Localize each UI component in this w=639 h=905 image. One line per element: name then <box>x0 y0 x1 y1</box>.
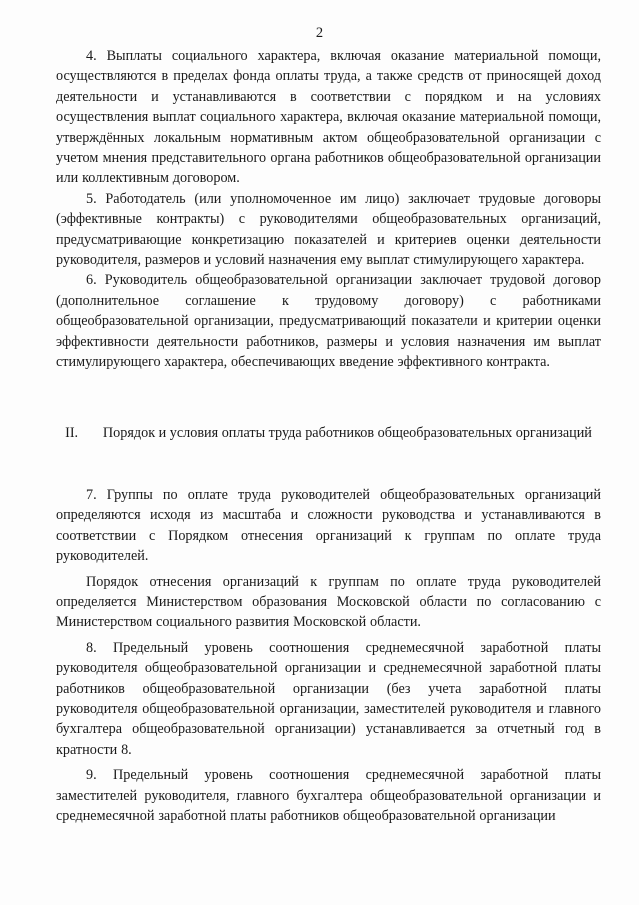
page-number: 2 <box>315 25 324 41</box>
section-title: Порядок и условия оплаты труда работников общеобразовательных организаций <box>102 424 592 441</box>
spacer <box>56 373 601 423</box>
section-number: II. <box>65 424 79 441</box>
document-body <box>56 46 601 826</box>
section-heading <box>56 423 601 443</box>
paragraph-7-continued: Порядок отнесения организаций к группам по оплате труда руководителей определяется Министерством образования Московской области по согласованию с Министерством социального развития Московской области. <box>56 573 601 631</box>
paragraph-9: 9. Предельный уровень соотношения среднемесячной заработной платы заместителей руководителя, главного бухгалтера общеобразовательной организации и среднемесячной заработной платы работников общеобразовательной организации <box>56 767 601 824</box>
paragraph-6: 6. Руководитель общеобразовательной организации заключает трудовой договор (дополнительное соглашение к трудовому договору) с работниками общеобразовательной организации, предусматривающий показатели и критерии оценки эффективности деятельности работников, размеры и условия назначения им выплат стимулирующего характера, обеспечивающих введение эффективного контракта. <box>56 272 601 371</box>
paragraph-8: 8. Предельный уровень соотношения среднемесячной заработной платы руководителя общеобразовательной организации и среднемесячной заработной платы работников общеобразовательной организации (без учета заработной платы руководителя общеобразовательной организации, заместителей руководителя и главного бухгалтера общеобразовательной организации) устанавливается за отчетный год в кратности 8. <box>56 639 601 758</box>
paragraph-5: 5. Работодатель (или уполномоченное им лицо) заключает трудовые договоры (эффективные контракты) с руководителями общеобразовательных организаций, предусматривающие конкретизацию показателей и критериев оценки деятельности руководителя, размеров и условий назначения ему выплат стимулирующего характера. <box>56 190 601 269</box>
spacer <box>56 443 601 485</box>
paragraph-7: 7. Группы по оплате труда руководителей общеобразовательных организаций определяются исходя из масштаба и сложности руководства и устанавливаются в соответствии с Порядком отнесения организаций к группам по оплате труда руководителей. <box>56 486 601 565</box>
paragraph-4: 4. Выплаты социального характера, включая оказание материальной помощи, осуществляются в пределах фонда оплаты труда, а также средств от приносящей доход деятельности и устанавливаются в соответствии с порядком и на условиях осуществления выплат социального характера, включая оказание материальной помощи, утверждённых локальным нормативным актом общеобразовательной организации с учетом мнения представительного органа работников общеобразовательной организации или коллективным договором. <box>56 48 601 187</box>
